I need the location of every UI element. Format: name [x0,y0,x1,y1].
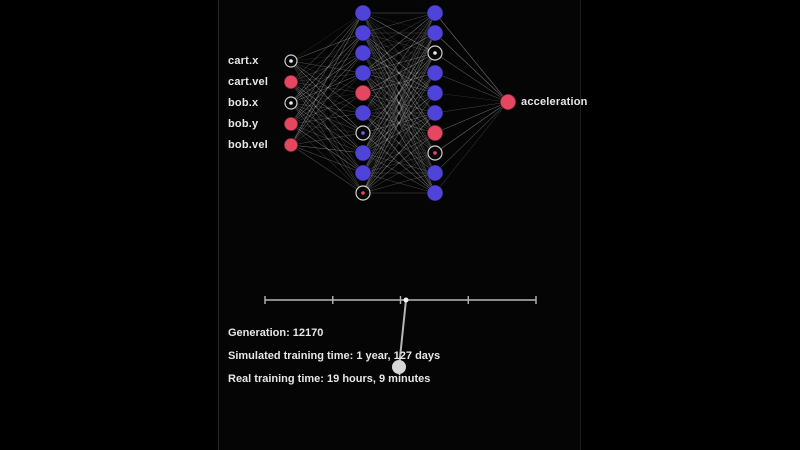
hidden2-node-8 [427,165,443,181]
generation-stat [228,327,440,339]
training-stats [228,327,440,396]
output-label-acceleration: acceleration [521,96,588,108]
input-label-cart.vel: cart.vel [228,76,269,88]
hidden2-node-9 [427,185,443,201]
input-node-0-activation-dot [289,59,293,63]
hidden1-node-4 [355,85,371,101]
hidden1-node-5 [355,105,371,121]
input-label-bob.y: bob.y [228,118,259,130]
hidden2-node-3 [427,65,443,81]
input-label-bob.vel: bob.vel [228,139,268,151]
hidden2-node-5 [427,105,443,121]
hidden1-node-7 [355,145,371,161]
generation-value: 12170 [292,327,324,339]
network-edges [291,13,508,193]
hidden2-node-2-activation-dot [433,51,437,55]
output-layer [500,94,516,110]
hidden1-node-0 [355,5,371,21]
hidden2-node-4 [427,85,443,101]
output-node-0 [500,94,516,110]
hidden1-node-9-activation-dot [361,191,365,195]
hidden1-node-1 [355,25,371,41]
generation-label: Generation: [228,327,290,339]
input-node-4 [284,138,298,152]
input-node-3 [284,117,298,131]
hidden1-node-2 [355,45,371,61]
hidden1-layer [355,5,371,200]
real-time-label: Real training time: [228,373,324,385]
hidden2-node-6 [427,125,443,141]
hidden2-node-1 [427,25,443,41]
cart-dot [404,298,409,303]
hidden1-node-6-activation-dot [361,131,365,135]
hidden2-node-0 [427,5,443,21]
input-label-bob.x: bob.x [228,97,259,109]
input-node-2-activation-dot [289,101,293,105]
real-time-stat [228,373,440,385]
simulated-time-stat [228,350,440,362]
input-node-1 [284,75,298,89]
simulated-time-value: 1 year, 127 days [356,350,441,362]
real-time-value: 19 hours, 9 minutes [327,373,431,385]
hidden2-layer [427,5,443,201]
hidden1-node-3 [355,65,371,81]
hidden1-node-8 [355,165,371,181]
input-label-cart.x: cart.x [228,55,259,67]
simulated-time-label: Simulated training time: [228,350,354,362]
hidden2-node-7-activation-dot [433,151,437,155]
